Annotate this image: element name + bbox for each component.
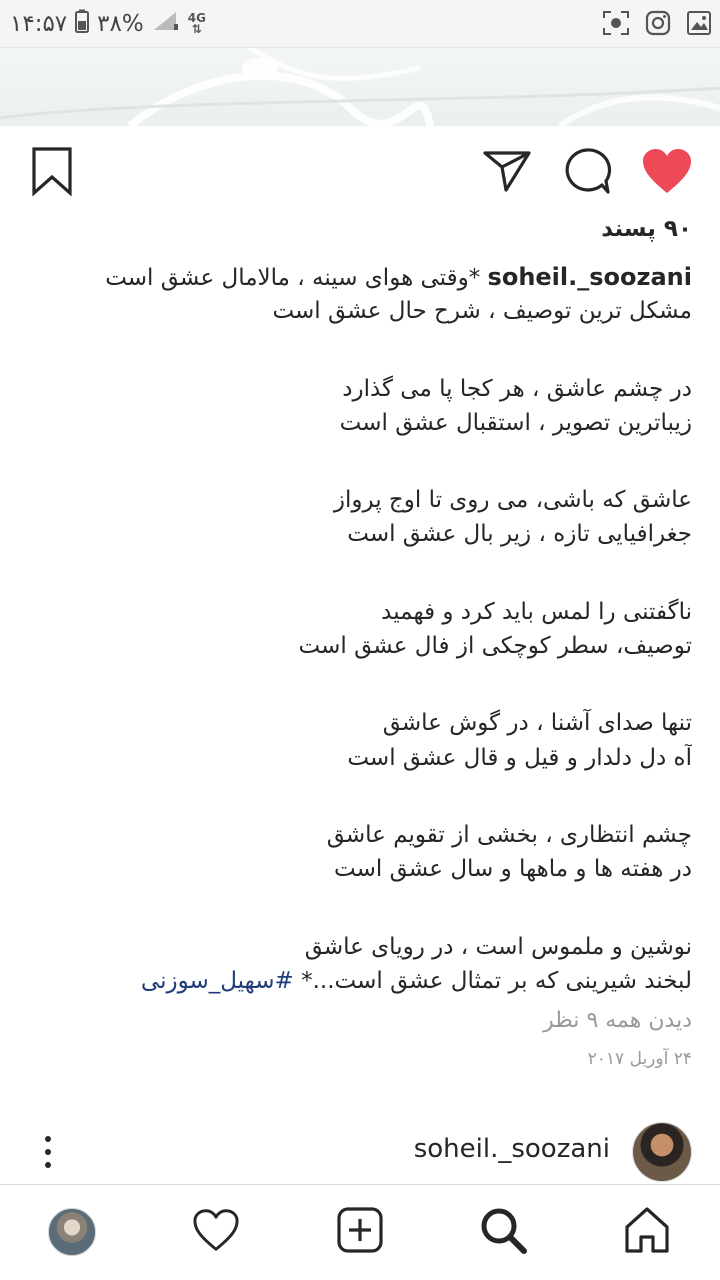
caption-blank-line [28,775,692,818]
more-dot [45,1162,51,1168]
like-button[interactable] [640,146,694,200]
more-dot [45,1149,51,1155]
network-4g-icon: 4G ⇅ [187,11,206,36]
hashtag-link[interactable]: #سهیل_سوزنی [140,967,294,994]
post-caption [28,260,692,998]
next-post-avatar[interactable] [632,1122,692,1182]
nav-search[interactable] [470,1199,536,1265]
status-right [602,9,712,41]
caption-text: لبخند شیرینی که بر تمثال عشق است...* [301,967,692,994]
caption-blank-line [28,663,692,706]
caption-line: عاشق که باشی، می روی تا اوج پرواز [333,487,692,514]
bookmark-icon [30,146,74,200]
home-icon [623,1206,671,1258]
caption-username[interactable]: soheil._soozani [487,263,692,291]
nav-home[interactable] [614,1199,680,1265]
view-all-comments-link[interactable]: دیدن همه ۹ نظر [543,1008,692,1033]
save-bookmark-button[interactable] [25,146,79,200]
nav-profile[interactable] [39,1199,105,1265]
next-post-username[interactable]: soheil._soozani [413,1134,610,1164]
send-icon [482,149,532,197]
status-time: ۱۴:۵۷ [10,11,68,37]
status-left [10,9,206,39]
comment-button[interactable] [560,146,614,200]
comment-icon [562,146,612,200]
heart-filled-icon [641,147,693,199]
caption-line: تنها صدای آشنا ، در گوش عاشق [382,710,692,737]
profile-avatar [48,1208,96,1256]
status-bar [0,0,720,48]
caption-line: مشکل ترین توصیف ، شرح حال عشق است [272,298,692,325]
caption-line: نوشین و ملموس است ، در رویای عاشق [304,933,692,960]
caption-line [28,260,692,294]
next-post-header [0,1120,720,1184]
caption-blank-line [28,440,692,483]
post-date: ۲۴ آوریل ۲۰۱۷ [587,1049,692,1069]
image-notification-icon [686,10,712,40]
caption-line: زیباترین تصویر ، استقبال عشق است [339,409,692,436]
caption-blank-line [28,329,692,372]
caption-line: در چشم عاشق ، هر کجا پا می گذارد [342,375,692,402]
caption-blank-line [28,887,692,930]
caption-line: چشم انتظاری ، بخشی از تقویم عاشق [326,821,692,848]
signal-icon [152,10,180,38]
caption-line [28,964,692,998]
nav-new-post[interactable] [327,1199,393,1265]
plus-square-icon [337,1207,383,1257]
caption-line: ناگفتنی را لمس باید کرد و فهمید [381,598,692,625]
caption-line: جغرافیایی تازه ، زیر بال عشق است [347,521,692,548]
post-image[interactable] [0,48,720,126]
battery-icon [75,9,89,39]
caption-line: در هفته ها و ماهها و سال عشق است [334,856,692,883]
post-action-bar [0,140,720,206]
heart-outline-icon [192,1208,240,1256]
instagram-notification-icon [644,9,672,41]
caption-line: توصیف، سطر کوچکی از فال عشق است [298,633,692,660]
search-icon [479,1206,527,1258]
bottom-navigation [0,1184,720,1280]
share-button[interactable] [480,146,534,200]
screenshot-icon [602,10,630,40]
caption-blank-line [28,552,692,595]
caption-line: آه دل دلدار و قیل و قال عشق است [347,744,692,771]
status-battery: ۳۸% [97,11,144,37]
more-options-button[interactable] [30,1134,66,1170]
network-label: 4G [187,11,206,25]
likes-count[interactable]: ۹۰ پسند [601,216,692,242]
more-dot [45,1136,51,1142]
caption-text: *وقتی هوای سینه ، مالامال عشق است [105,265,481,291]
nav-activity[interactable] [183,1199,249,1265]
